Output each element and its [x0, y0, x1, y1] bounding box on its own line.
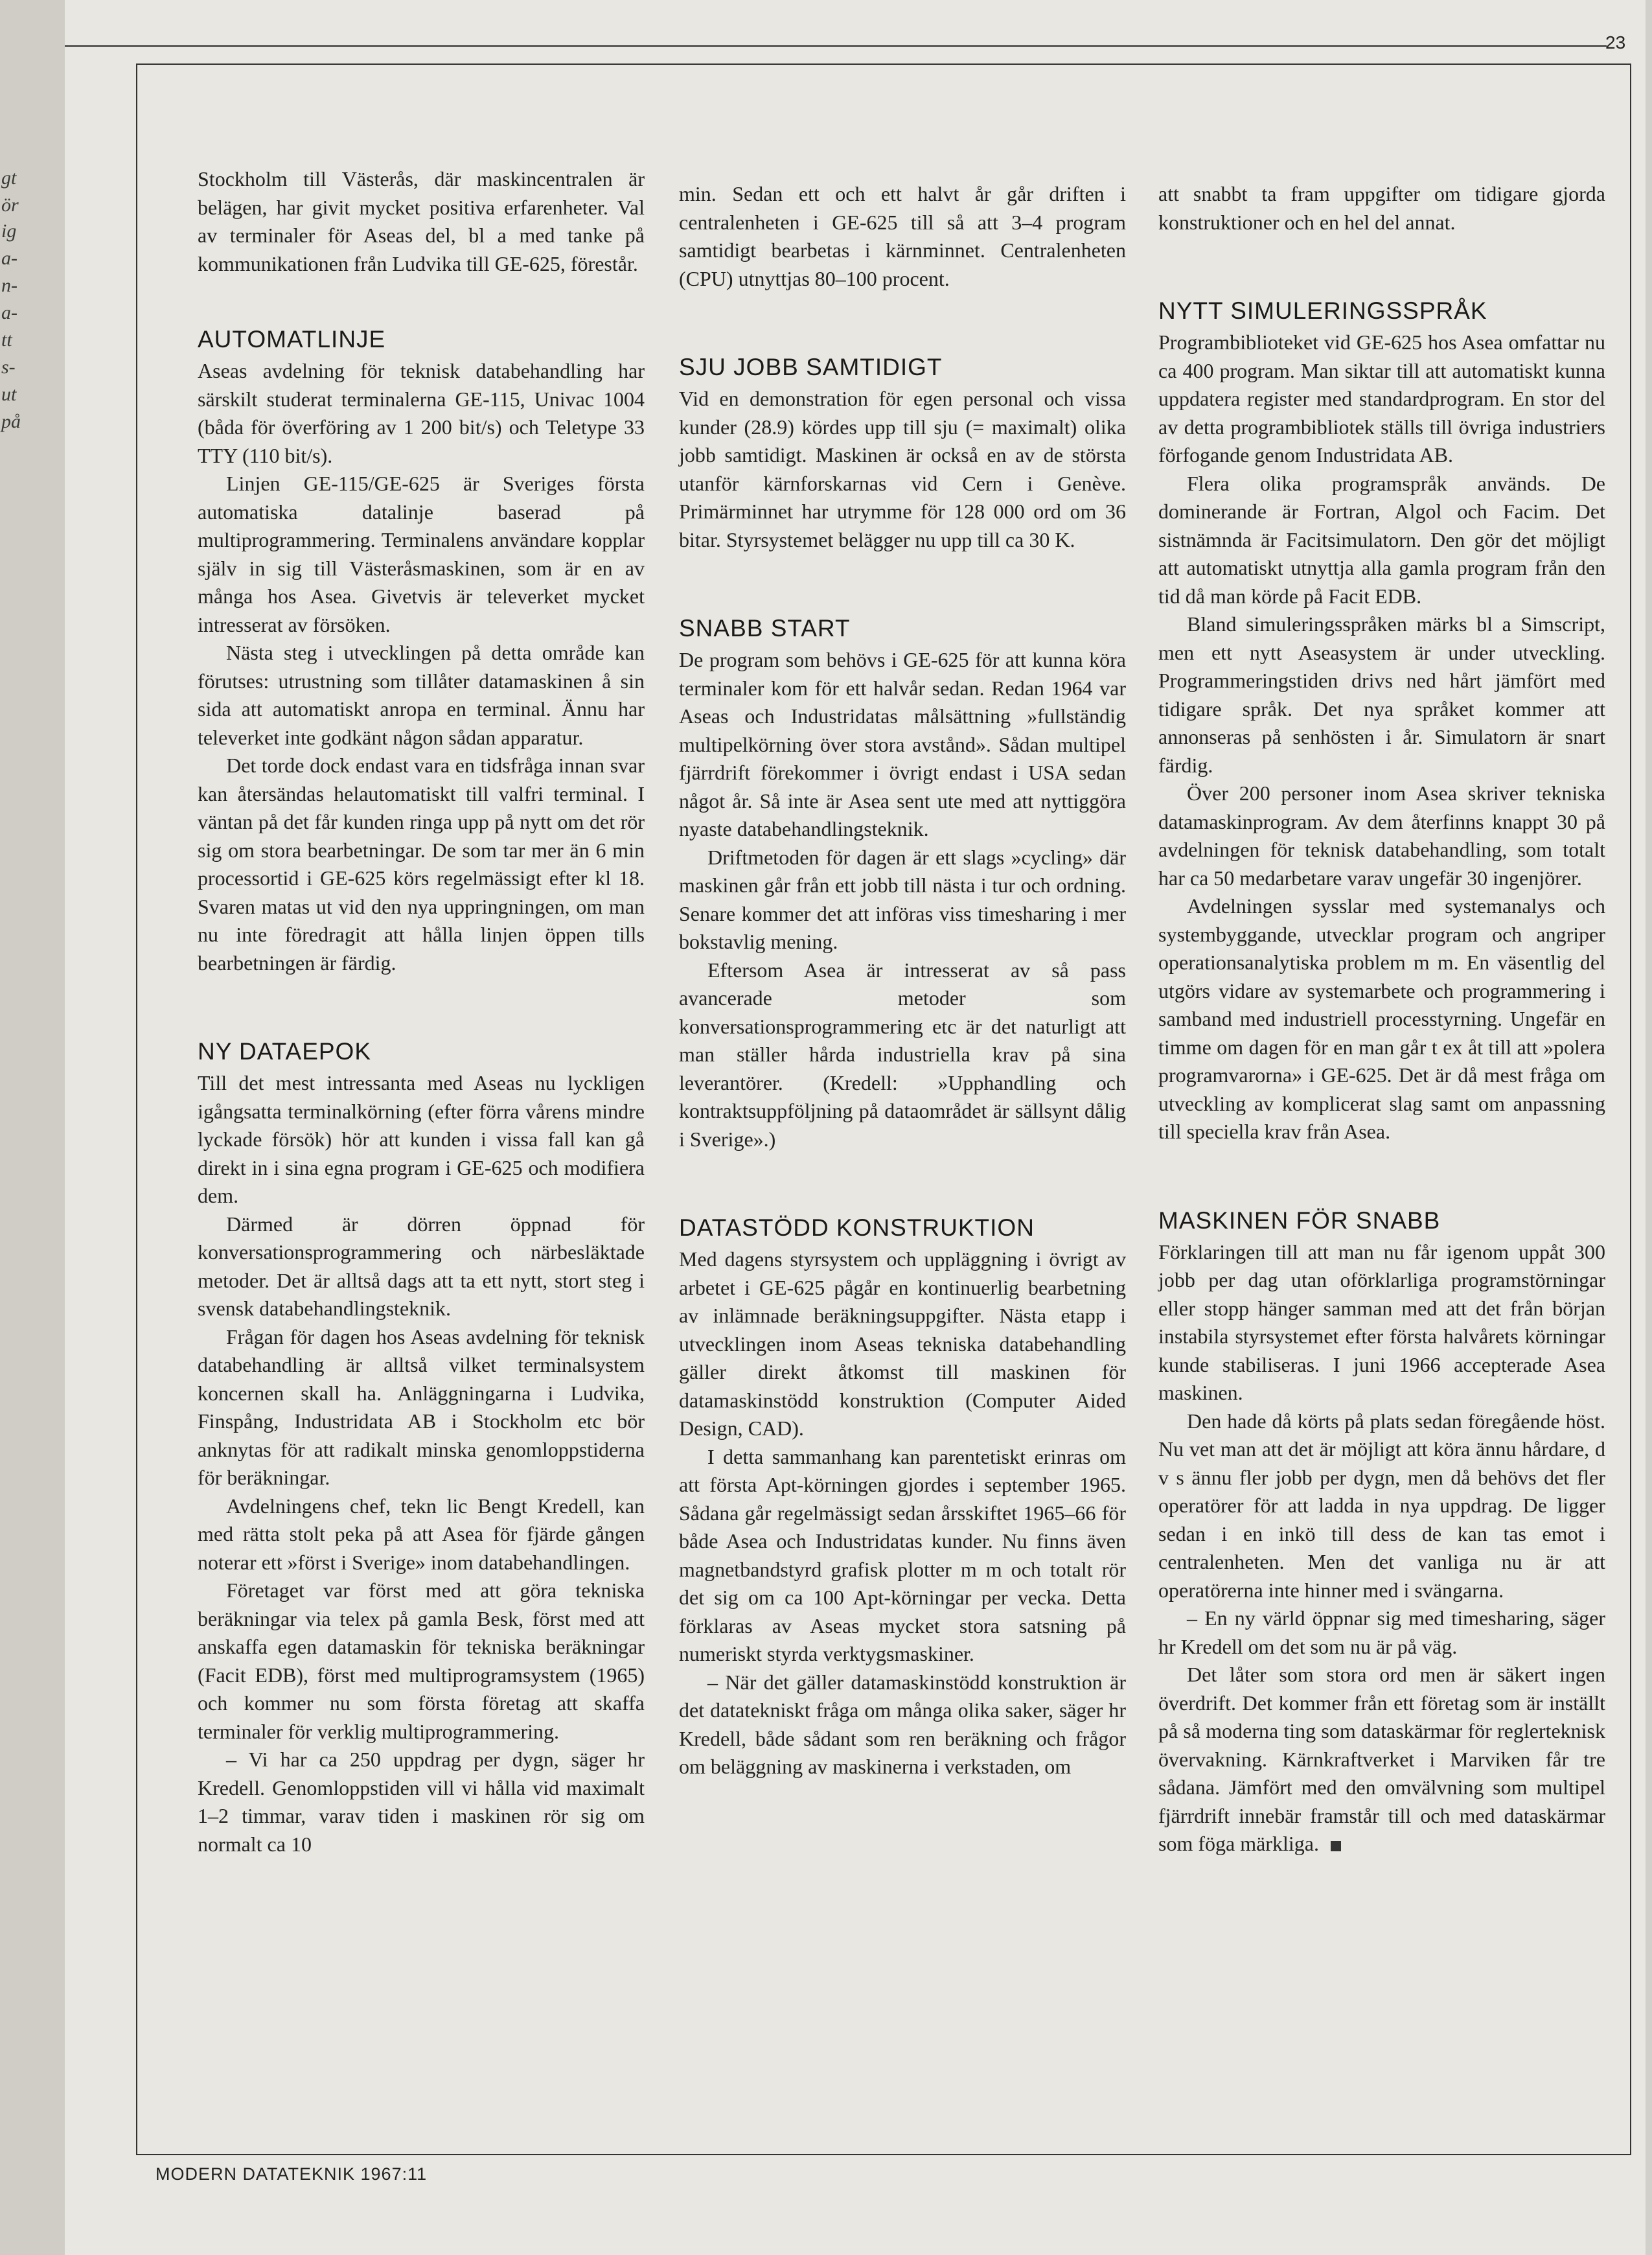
- body-paragraph: – En ny värld öppnar sig med timesharing, säger hr Kredell om det som nu är på väg.: [1158, 1606, 1605, 1658]
- body-paragraph: De program som behövs i GE-625 för att kunna köra terminaler kom för ett halvår sedan. Redan 1964 var Aseas och Industridatas målsättning »fullständig multipelkörning över stora avstånd». Sådan multipel fjärrdrift förekommer i övrigt endast i USA sedan något år. Så inte är Asea sent ute med att nyttiggöra nyaste databehandlingsteknik.: [679, 648, 1126, 840]
- body-paragraph: Stockholm till Västerås, där maskincentralen är belägen, har givit mycket positiva erfarenheter. Val av terminaler för Aseas del, bl a med tanke på kommunikationen från Ludvika till GE-625, förestår.: [198, 167, 645, 275]
- margin-fragment: ut: [1, 384, 17, 405]
- body-paragraph: Linjen GE-115/GE-625 är Sveriges första automatiska datalinje baserad på multiprogrammering. Terminalens användare kopplar själv in sig till Västeråsmaskinen, som är en av många hos Asea. Givetvis är televerket mycket intresserat av försöken.: [198, 472, 645, 636]
- section-heading: NYTT SIMULERINGSSPRÅK: [1158, 297, 1487, 324]
- body-paragraph: Eftersom Asea är intresserat av så pass avancerade metoder som konversationsprogrammering etc är det naturligt att man ställer hårda industriella krav på sina leverantörer. (Kredell: »Upphandling och kontraktsuppföljning på dataområdet är sällsynt dålig i Sverige».): [679, 958, 1126, 1151]
- body-paragraph: Företaget var först med att göra tekniska beräkningar via telex på gamla Besk, först med att anskaffa egen datamaskin för tekniska beräkningar (Facit EDB), först med multiprogramsystem (1965) och kommer nu som första företag att skaffa terminaler för verklig multiprogrammering.: [198, 1578, 645, 1743]
- section-heading: SNABB START: [679, 615, 851, 642]
- body-paragraph: min. Sedan ett och ett halvt år går driften i centralenheten i GE-625 till så att 3–4 program samtidigt bearbetas i kärnminnet. Centralenheten (CPU) utnyttjas 80–100 procent.: [679, 182, 1126, 290]
- body-paragraph: – När det gäller datamaskinstödd konstruktion är det datatekniskt fråga om många olika saker, säger hr Kredell, både sådant som ren beräkning och frågor om beläggning av maskinerna i verkstaden, om: [679, 1670, 1126, 1778]
- body-paragraph: att snabbt ta fram uppgifter om tidigare gjorda konstruktioner och en hel del annat.: [1158, 182, 1605, 234]
- body-paragraph: Vid en demonstration för egen personal och vissa kunder (28.9) kördes upp till sju (= maximalt) olika jobb samtidigt. Maskinen är också en av de största utanför kärnforskarnas vid Cern i Genève. Primärminnet har utrymme för 128 000 ord om 36 bitar. Styrsystemet belägger nu upp till ca 30 K.: [679, 387, 1126, 551]
- header-rule: [65, 45, 1607, 47]
- body-paragraph: Förklaringen till att man nu får igenom uppåt 300 jobb per dag utan oförklarliga programstörningar eller stopp hänger samman med att det från början instabila styrsystemet efter första halvårets körningar kunde stabiliseras. I juni 1966 accepterade Asea maskinen.: [1158, 1240, 1605, 1404]
- margin-fragment: ig: [1, 220, 17, 242]
- magazine-page: [65, 0, 1646, 2255]
- body-paragraph: Avdelningens chef, tekn lic Bengt Kredell, kan med rätta stolt peka på att Asea för fjärde gången noterar ett »först i Sverige» inom databehandlingen.: [198, 1494, 645, 1574]
- margin-fragment: på: [1, 411, 21, 432]
- section-heading: SJU JOBB SAMTIDIGT: [679, 354, 943, 380]
- body-paragraph: Aseas avdelning för teknisk databehandling har särskilt studerat terminalerna GE-115, Univac 1004 (båda för överföring av 1 200 bit/s) och Teletype 33 TTY (110 bit/s).: [198, 359, 645, 467]
- section-heading: AUTOMATLINJE: [198, 326, 386, 353]
- margin-fragment: gt: [1, 167, 17, 189]
- margin-fragment: a-: [1, 248, 17, 269]
- body-paragraph: Nästa steg i utvecklingen på detta område kan förutses: utrustning som tillåter datamaskinen å sin sida att automatiskt anropa en terminal. Ännu har televerket inte godkänt någon sådan apparatur.: [198, 641, 645, 749]
- body-paragraph: Med dagens styrsystem och uppläggning i övrigt av arbetet i GE-625 pågår en kontinuerlig bearbetning av inlämnade beräkningsuppgifter. Nästa etapp i utvecklingen inom Aseas tekniska databehandling gäller direkt åtkomst till maskinen för datamaskinstödd konstruktion (Computer Aided Design, CAD).: [679, 1247, 1126, 1440]
- body-paragraph: I detta sammanhang kan parentetiskt erinras om att första Apt-körningen gjordes i september 1965. Sådana går regelmässigt sedan årsskiftet 1965–66 för både Asea och Industridatas kunder. Nu finns även magnetbandstyrd grafisk plotter m m och totalt rör det sig om ca 100 Apt-körningar per vecka. Detta förklaras av Aseas mycket stora satsning på numeriskt styrda verktygsmaskiner.: [679, 1444, 1126, 1665]
- margin-fragment: n-: [1, 275, 17, 296]
- publication-footer: MODERN DATATEKNIK 1967:11: [155, 2164, 428, 2184]
- section-heading: NY DATAEPOK: [198, 1038, 372, 1065]
- body-paragraph: Till det mest intressanta med Aseas nu lyckligen igångsatta terminalkörning (efter förra vårens mindre lyckade försök) hör att kunden i vissa fall kan gå direkt in i sina egna program i GE-625 och modifiera dem.: [198, 1071, 645, 1207]
- end-of-article-mark: [1331, 1841, 1341, 1851]
- margin-fragment: tt: [1, 329, 12, 351]
- body-paragraph: Över 200 personer inom Asea skriver tekniska datamaskinprogram. Av dem återfinns knappt 30 på avdelningen för teknisk databehandling, som totalt har ca 50 medarbetare varav ungefär 30 ingenjörer.: [1158, 781, 1605, 890]
- body-paragraph: – Vi har ca 250 uppdrag per dygn, säger hr Kredell. Genomloppstiden vill vi hålla vid maximalt 1–2 timmar, varav tiden i maskinen rör sig om normalt ca 10: [198, 1748, 645, 1856]
- margin-fragment: s-: [1, 356, 16, 378]
- article-column-3: [1158, 180, 1605, 1858]
- article-column-2: [679, 180, 1126, 1781]
- margin-fragment: a-: [1, 302, 17, 323]
- body-paragraph: Programbiblioteket vid GE-625 hos Asea omfattar nu ca 400 program. Man siktar till att automatiskt kunna uppdatera register med standardprogram. En stor del av detta programbibliotek ställs till övriga industriers förfogande genom Industridata AB.: [1158, 330, 1605, 467]
- body-paragraph: Frågan för dagen hos Aseas avdelning för teknisk databehandling är alltså vilket terminalsystem koncernen skall ha. Anläggningarna i Ludvika, Finspång, Industridata AB i Stockholm etc bör anknytas för att radikalt minska genomloppstiderna för beräkningar.: [198, 1324, 645, 1489]
- article-column-1: [198, 165, 645, 1858]
- body-paragraph: Bland simuleringsspråken märks bl a Simscript, men ett nytt Aseasystem är under utveckling. Programmeringstiden drivs ned hårt jämfört med tidigare språk. Det nya språket kommer att annonseras på senhösten i år. Simulatorn är snart färdig.: [1158, 612, 1605, 777]
- section-heading: DATASTÖDD KONSTRUKTION: [679, 1214, 1035, 1241]
- body-paragraph: Driftmetoden för dagen är ett slags »cycling» där maskinen går från ett jobb till nästa i tur och ordning. Senare kommer det att införas viss timesharing i mer bokstavlig mening.: [679, 845, 1126, 953]
- body-paragraph: Avdelningen sysslar med systemanalys och systembyggande, utvecklar program och angriper operationsanalytiska problem m m. En väsentlig del utgörs vidare av systemarbete och programmering i samband med industriell processtyrning. Ungefär en timme om dagen för en man går t ex åt till att »polera programvarorna» i GE-625. Det är då mest fråga om utveckling av komplicerat slag samt om anpassning till speciella krav från Asea.: [1158, 894, 1605, 1143]
- margin-fragment: ör: [1, 194, 19, 216]
- body-paragraph: Därmed är dörren öppnad för konversationsprogrammering och närbesläktade metoder. Det är alltså dags att ta ett nytt, stort steg i svensk databehandlingsteknik.: [198, 1212, 645, 1320]
- page-number: 23: [1605, 32, 1626, 52]
- body-paragraph: Det låter som stora ord men är säkert ingen överdrift. Det kommer från ett företag som är inställt på så moderna ting som dataskärmar för reglerteknisk övervakning. Kärnkraftverket i Marviken får tre sådana. Jämfört med den omvälvning som multipel fjärrdrift innebär framstår till och med dataskärmar som föga märkliga.: [1158, 1663, 1605, 1855]
- body-paragraph: Flera olika programspråk används. De dominerande är Fortran, Algol och Facim. Det sistnämnda är Facitsimulatorn. Den gör det möjligt att automatiskt utnyttja alla gamla program från den tid då man körde på Facit EDB.: [1158, 471, 1605, 608]
- body-paragraph: Det torde dock endast vara en tidsfråga innan svar kan återsändas helautomatiskt till valfri terminal. I väntan på det får kunden ringa upp på nytt om det rör sig om stora bearbetningar. De som tar mer än 6 min processortid i GE-625 körs regelmässigt efter kl 18. Svaren matas ut vid den nya uppringningen, om man nu inte föredragit att hålla linjen öppen tills bearbetningen är färdig.: [198, 754, 645, 975]
- body-paragraph: Den hade då körts på plats sedan föregående höst. Nu vet man att det är möjligt att köra ännu hårdare, d v s ännu fler jobb per dygn, men då behövs det fler operatörer för att ladda in nya uppdrag. De ligger sedan i en inkö till dess de kan tas emot i centralenheten. Men det vanliga nu är att operatörerna inte hinner med i svängarna.: [1158, 1409, 1605, 1602]
- section-heading: MASKINEN FÖR SNABB: [1158, 1207, 1441, 1234]
